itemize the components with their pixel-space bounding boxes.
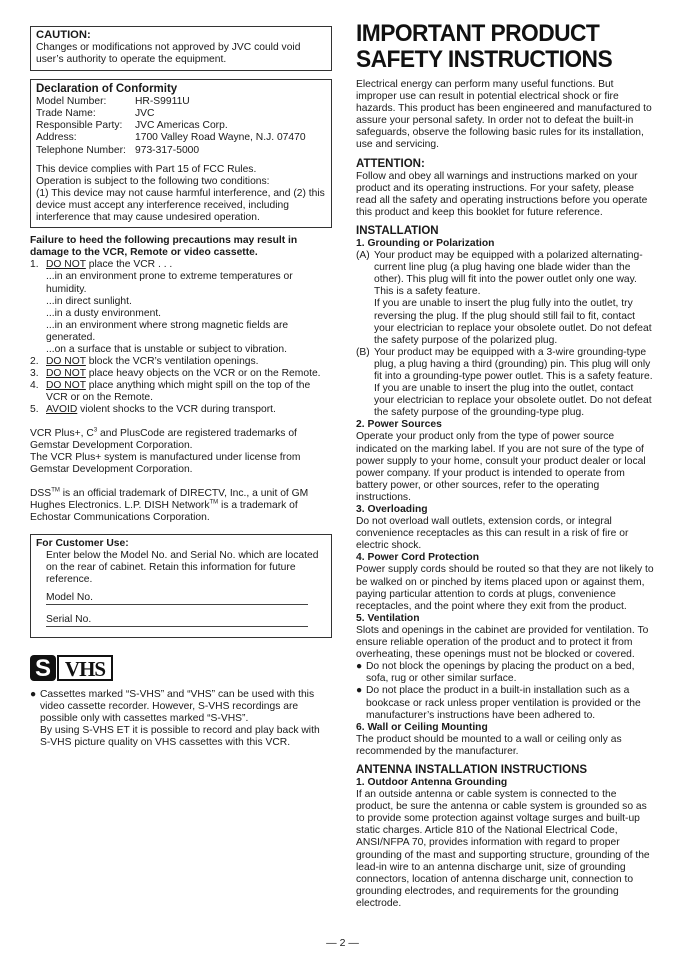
section-4-title: 4. Power Cord Protection xyxy=(356,552,480,564)
serial-no-label: Serial No. xyxy=(46,613,92,625)
item-text: block the VCR’s ventilation openings. xyxy=(85,356,259,368)
sub-item: ...in direct sunlight. xyxy=(46,295,132,307)
sub-item: ...in an environment prone to extreme temperatures or humidity. xyxy=(46,271,293,295)
declaration-value: 973-317-5000 xyxy=(135,144,200,156)
caution-box xyxy=(30,26,332,71)
item-number: 5. xyxy=(30,404,39,416)
caution-text: Changes or modifications not approved by JVC could void user’s authority to operate the equipment. xyxy=(36,42,301,66)
avoid-text: AVOID xyxy=(46,404,78,416)
do-not-text: DO NOT xyxy=(46,259,86,271)
section-5-text: Slots and openings in the cabinet are provided for ventilation. To ensure reliable operation of the product and to protect it from overheating, these openings must not be blocked or covered. xyxy=(356,624,649,661)
svhs-logo xyxy=(30,655,113,681)
vcrplus-trademark xyxy=(30,428,332,452)
sub-item: ...in an environment where strong magnetic fields are generated. xyxy=(46,319,289,343)
section-6-text: The product should be mounted to a wall or ceiling only as recommended by the manufacturer. xyxy=(356,733,622,757)
item-text: place the VCR . . . xyxy=(85,259,173,271)
declaration-value: JVC Americas Corp. xyxy=(135,120,228,132)
item-label: (A) xyxy=(356,250,370,262)
item-text: place heavy objects on the VCR or on the Remote. xyxy=(85,368,321,380)
declaration-row xyxy=(36,108,326,120)
section-1a xyxy=(356,250,656,347)
do-not-text: DO NOT xyxy=(46,356,86,368)
declaration-row xyxy=(36,132,326,144)
svhs-text-1: Cassettes marked “S-VHS” and “VHS” can be used with this video cassette recorder. However, S-VHS recordings are possible only with cassettes marked “S-VHS”. xyxy=(40,688,315,724)
customer-title: For Customer Use: xyxy=(36,538,129,550)
declaration-key: Trade Name: xyxy=(36,108,96,120)
section-3-title: 3. Overloading xyxy=(356,504,428,515)
section-1a-text-2: If you are unable to insert the plug fully into the outlet, try reversing the plug. If the plug should still fail to fit, contact your electrician to replace your obsolete outlet. Do not defeat the safety purpose of the polarized plug. xyxy=(374,298,652,346)
section-4-text: Power supply cords should be routed so that they are not likely to be walked on or pinched by items placed upon or against them, paying particular attention to cords at plugs, convenience receptacles, and the point where they exit from the product. xyxy=(356,564,654,612)
svg-text:VHS: VHS xyxy=(64,656,106,681)
section-1b-text: Your product may be equipped with a 3-wire grounding-type plug, a plug having a third (grounding) pin. This plug will only fit into a grounding-type power outlet. This is a safety feature. xyxy=(374,346,653,382)
bullet-icon: ● xyxy=(356,661,363,673)
trademark-text: is a trademark of Echostar Communications Corporation. xyxy=(30,500,298,524)
sub-item: ...on a surface that is unstable or subject to vibration. xyxy=(46,343,287,355)
antenna-1-title: 1. Outdoor Antenna Grounding xyxy=(356,776,508,788)
list-item xyxy=(30,380,332,404)
declaration-value: HR-S9911U xyxy=(135,96,190,108)
tm-symbol: TM xyxy=(209,499,219,506)
declaration-title: Declaration of Conformity xyxy=(36,83,178,96)
caution-title: CAUTION: xyxy=(36,29,91,41)
svhs-text-2: By using S-VHS ET it is possible to record and play back with S-VHS picture quality on VHS cassettes with this VCR. xyxy=(40,724,320,748)
trademark-text: is an official trademark of DIRECTV, Inc., a unit of GM Hughes Electronics. L.P. DISH Network xyxy=(30,487,309,511)
antenna-title: ANTENNA INSTALLATION INSTRUCTIONS xyxy=(356,763,588,776)
section-1b xyxy=(356,347,656,420)
declaration-row xyxy=(36,120,326,132)
section-5-bullet-2: Do not place the product in a built-in installation such as a bookcase or rack unless proper ventilation is provided or the manufacturer’s instructions have been adhered to. xyxy=(366,685,641,721)
list-item xyxy=(30,356,332,368)
do-not-text: DO NOT xyxy=(46,368,86,380)
section-5-bullet xyxy=(356,685,656,721)
declaration-value: 1700 Valley Road Wayne, N.J. 07470 xyxy=(135,132,306,144)
declaration-key: Address: xyxy=(36,132,77,144)
safety-title: IMPORTANT PRODUCT SAFETY INSTRUCTIONS xyxy=(356,20,613,73)
section-5-bullet xyxy=(356,661,656,685)
model-no-label: Model No. xyxy=(46,591,93,603)
section-5-bullet-1: Do not block the openings by placing the product on a bed, sofa, rug or other similar surface. xyxy=(366,661,635,685)
left-column xyxy=(30,26,332,749)
section-2-text: Operate your product only from the type of power source indicated on the marking label. If you are not sure of the type of power supply to your home, consult your product dealer or local power company. If your product is intended to operate from battery power, or other sources, refer to the operating instructions. xyxy=(356,431,646,503)
declaration-key: Responsible Party: xyxy=(36,120,123,132)
svhs-bullet xyxy=(30,689,332,749)
right-column xyxy=(356,21,656,910)
item-number: 1. xyxy=(30,259,39,271)
section-2-title: 2. Power Sources xyxy=(356,419,442,431)
trademark-symbol: 3 xyxy=(93,427,98,434)
declaration-box xyxy=(30,79,332,228)
compliance-line-3: (1) This device may not cause harmful interference, and (2) this device must accept any interference received, including interference that may cause undesired operation. xyxy=(36,187,325,224)
item-text: violent shocks to the VCR during transport. xyxy=(77,404,276,416)
declaration-row xyxy=(36,96,326,108)
section-1b-text-2: If you are unable to insert the plug into the outlet, contact your electrician to replace your obsolete outlet. Do not defeat the safety purpose of the grounding-type plug. xyxy=(374,383,652,419)
declaration-value: JVC xyxy=(135,108,155,120)
customer-use-box xyxy=(30,534,332,637)
trademark-text: DSS xyxy=(30,487,52,499)
dss-trademark xyxy=(30,488,332,524)
precautions-list xyxy=(30,259,332,416)
bullet-icon: ● xyxy=(356,685,363,697)
installation-title: INSTALLATION xyxy=(356,224,439,237)
serial-no-line[interactable] xyxy=(46,611,308,627)
customer-text: Enter below the Model No. and Serial No. which are located on the rear of cabinet. Retain this information for future reference. xyxy=(46,550,319,586)
list-item xyxy=(30,368,332,380)
attention-text: Follow and obey all warnings and instructions marked on your product and its operating instructions. For your safety, please read all the safety and operating instructions before you operate this product and keep this booklet for future reference. xyxy=(356,170,648,218)
declaration-key: Telephone Number: xyxy=(36,144,126,156)
item-number: 2. xyxy=(30,356,39,368)
item-text: place anything which might spill on the top of the VCR or on the Remote. xyxy=(46,380,311,404)
item-number: 4. xyxy=(30,380,39,392)
section-6-title: 6. Wall or Ceiling Mounting xyxy=(356,721,488,733)
safety-intro: Electrical energy can perform many useful functions. But improper use can result in potential electrical shock or fire hazards. This product has been engineered and manufactured to assure your personal safety. In order not to defeat the built-in safeguards, observe the following basic rules for its installation, use and servicing. xyxy=(356,79,652,151)
svhs-logo-row xyxy=(30,655,332,681)
svg-text:S: S xyxy=(34,654,52,681)
attention-title: ATTENTION: xyxy=(356,157,425,170)
tm-symbol: TM xyxy=(51,487,60,494)
sub-item: ...in a dusty environment. xyxy=(46,307,162,319)
declaration-key: Model Number: xyxy=(36,96,107,108)
list-item xyxy=(30,259,332,271)
section-3-text: Do not overload wall outlets, extension cords, or integral convenience receptacles as this can result in a risk of fire or electric shock. xyxy=(356,516,629,552)
precautions-heading: Failure to heed the following precautions may result in damage to the VCR, Remote or video cassette. xyxy=(30,235,298,259)
trademark-text: and PlusCode are registered trademarks of Gemstar Development Corporation. xyxy=(30,427,297,451)
antenna-1-text: If an outside antenna or cable system is connected to the product, be sure the antenna or cable system is grounded so as to provide some protection against voltage surges and built-up static charges. Article 810 of the National Electrical Code, ANSI/NFPA 70, provides information with regard to proper grounding of the mast and supporting structure, grounding of the lead-in wire to an antenna discharge unit, size of grounding connectors, location of antenna discharge unit, connection to grounding electrodes, and requirements for the grounding electrode. xyxy=(356,789,650,909)
vcrplus-license: The VCR Plus+ system is manufactured under license from Gemstar Development Corporation. xyxy=(30,451,301,475)
list-item xyxy=(30,404,332,416)
section-5-title: 5. Ventilation xyxy=(356,612,420,624)
do-not-text: DO NOT xyxy=(46,380,86,392)
compliance-line-1: This device complies with Part 15 of FCC Rules. xyxy=(36,163,257,175)
page-number: — 2 — xyxy=(326,937,359,949)
bullet-icon: ● xyxy=(30,688,37,700)
compliance-line-2: Operation is subject to the following two conditions: xyxy=(36,175,270,187)
section-1a-text: Your product may be equipped with a polarized alternating-current line plug (a plug having one blade wider than the other). This plug will fit into the power outlet only one way. This is a safety feature. xyxy=(374,250,643,298)
item-label: (B) xyxy=(356,346,370,358)
declaration-row xyxy=(36,145,326,157)
trademark-text: VCR Plus+, C xyxy=(30,427,94,439)
section-1-title: 1. Grounding or Polarization xyxy=(356,237,495,249)
item-number: 3. xyxy=(30,368,39,380)
model-no-line[interactable] xyxy=(46,589,308,605)
